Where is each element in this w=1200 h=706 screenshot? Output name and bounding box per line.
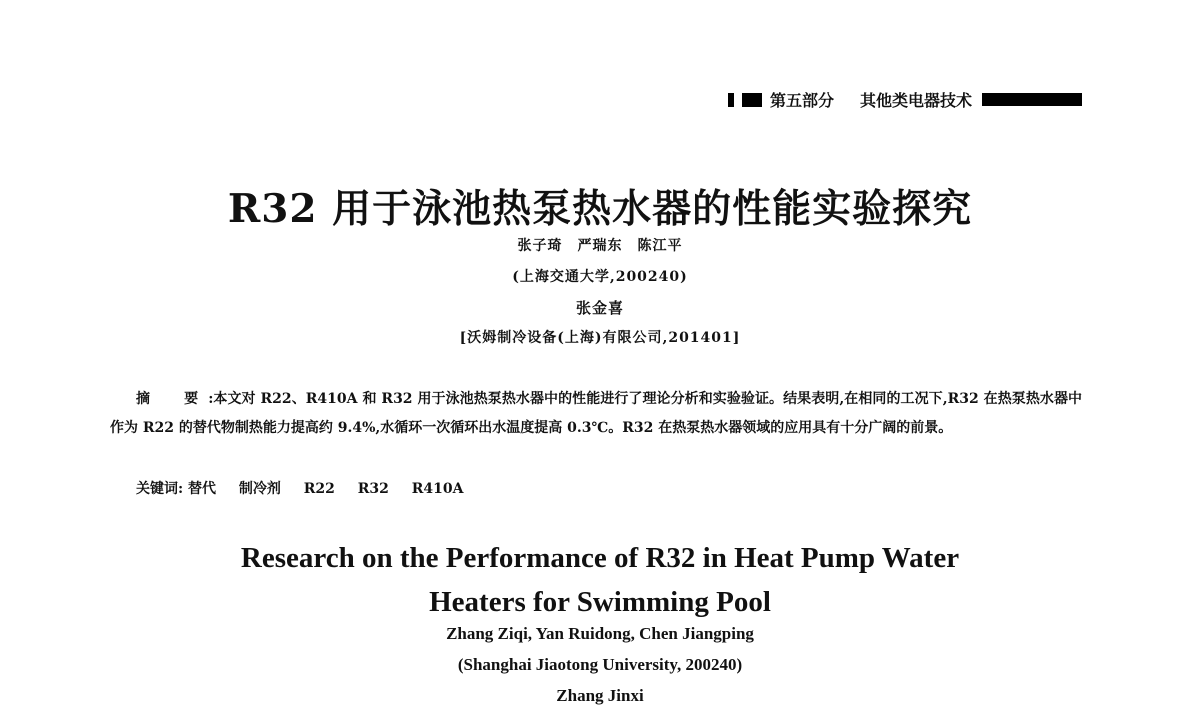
abstract-text: 本文对 R22、R410A 和 R32 用于泳池热泵热水器中的性能进行了理论分析和实验验证。结果表明,在相同的工况下,R32 在热泵热水器中作为 R22 的替代物制热能力提高约 9.4%,水循环一次循环出水温度提高 0.3℃。R32 在热泵热水器领域的应用具有十分广阔的前景。 xyxy=(110,391,1083,436)
keyword: R410A xyxy=(411,481,464,497)
keywords-cn xyxy=(136,478,482,498)
authors-en: Zhang Ziqi, Yan Ruidong, Chen Jiangping xyxy=(446,624,754,643)
abstract-label: 摘 要 xyxy=(136,391,209,407)
affiliation-1-cn: (上海交通大学,200240) xyxy=(512,269,688,285)
title-en-line-2: Heaters for Swimming Pool xyxy=(429,586,771,618)
keyword: 制冷剂 xyxy=(238,481,281,497)
keyword: R32 xyxy=(357,481,389,497)
running-header xyxy=(728,88,1082,111)
authors-cn: 张子琦 严瑞东 陈江平 xyxy=(517,238,683,254)
keyword: R22 xyxy=(303,481,335,497)
header-bar-icon xyxy=(982,93,1082,106)
author-2-cn: 张金喜 xyxy=(575,299,624,317)
keyword: 替代 xyxy=(188,481,217,497)
affiliation-2-cn: [沃姆制冷设备(上海)有限公司,201401] xyxy=(459,330,741,346)
paper-title-cn: R32 用于泳池热泵热水器的性能实验探究 xyxy=(227,186,973,232)
affiliation-1-en: (Shanghai Jiaotong University, 200240) xyxy=(457,655,743,674)
keywords-label: 关键词: xyxy=(136,481,184,497)
header-marker-icon xyxy=(728,93,734,107)
paper-title-en xyxy=(0,536,1200,624)
header-section: 第五部分 xyxy=(769,91,834,110)
header-marker-icon xyxy=(742,93,762,107)
title-en-line-1: Research on the Performance of R32 in Heat Pump Water xyxy=(240,542,960,574)
header-topic: 其他类电器技术 xyxy=(859,91,972,110)
abstract-cn: 摘 要:本文对 R22、R410A 和 R32 用于泳池热泵热水器中的性能进行了理论分析和实验验证。结果表明,在相同的工况下,R32 在热泵热水器中作为 R22 的替代物制热能力提高约 9.4%,水循环一次循环出水温度提高 0.3℃。R32 在热泵热水器领域的应用具有十分广阔的前景。 xyxy=(110,391,1083,436)
author-2-en: Zhang Jinxi xyxy=(556,686,644,705)
